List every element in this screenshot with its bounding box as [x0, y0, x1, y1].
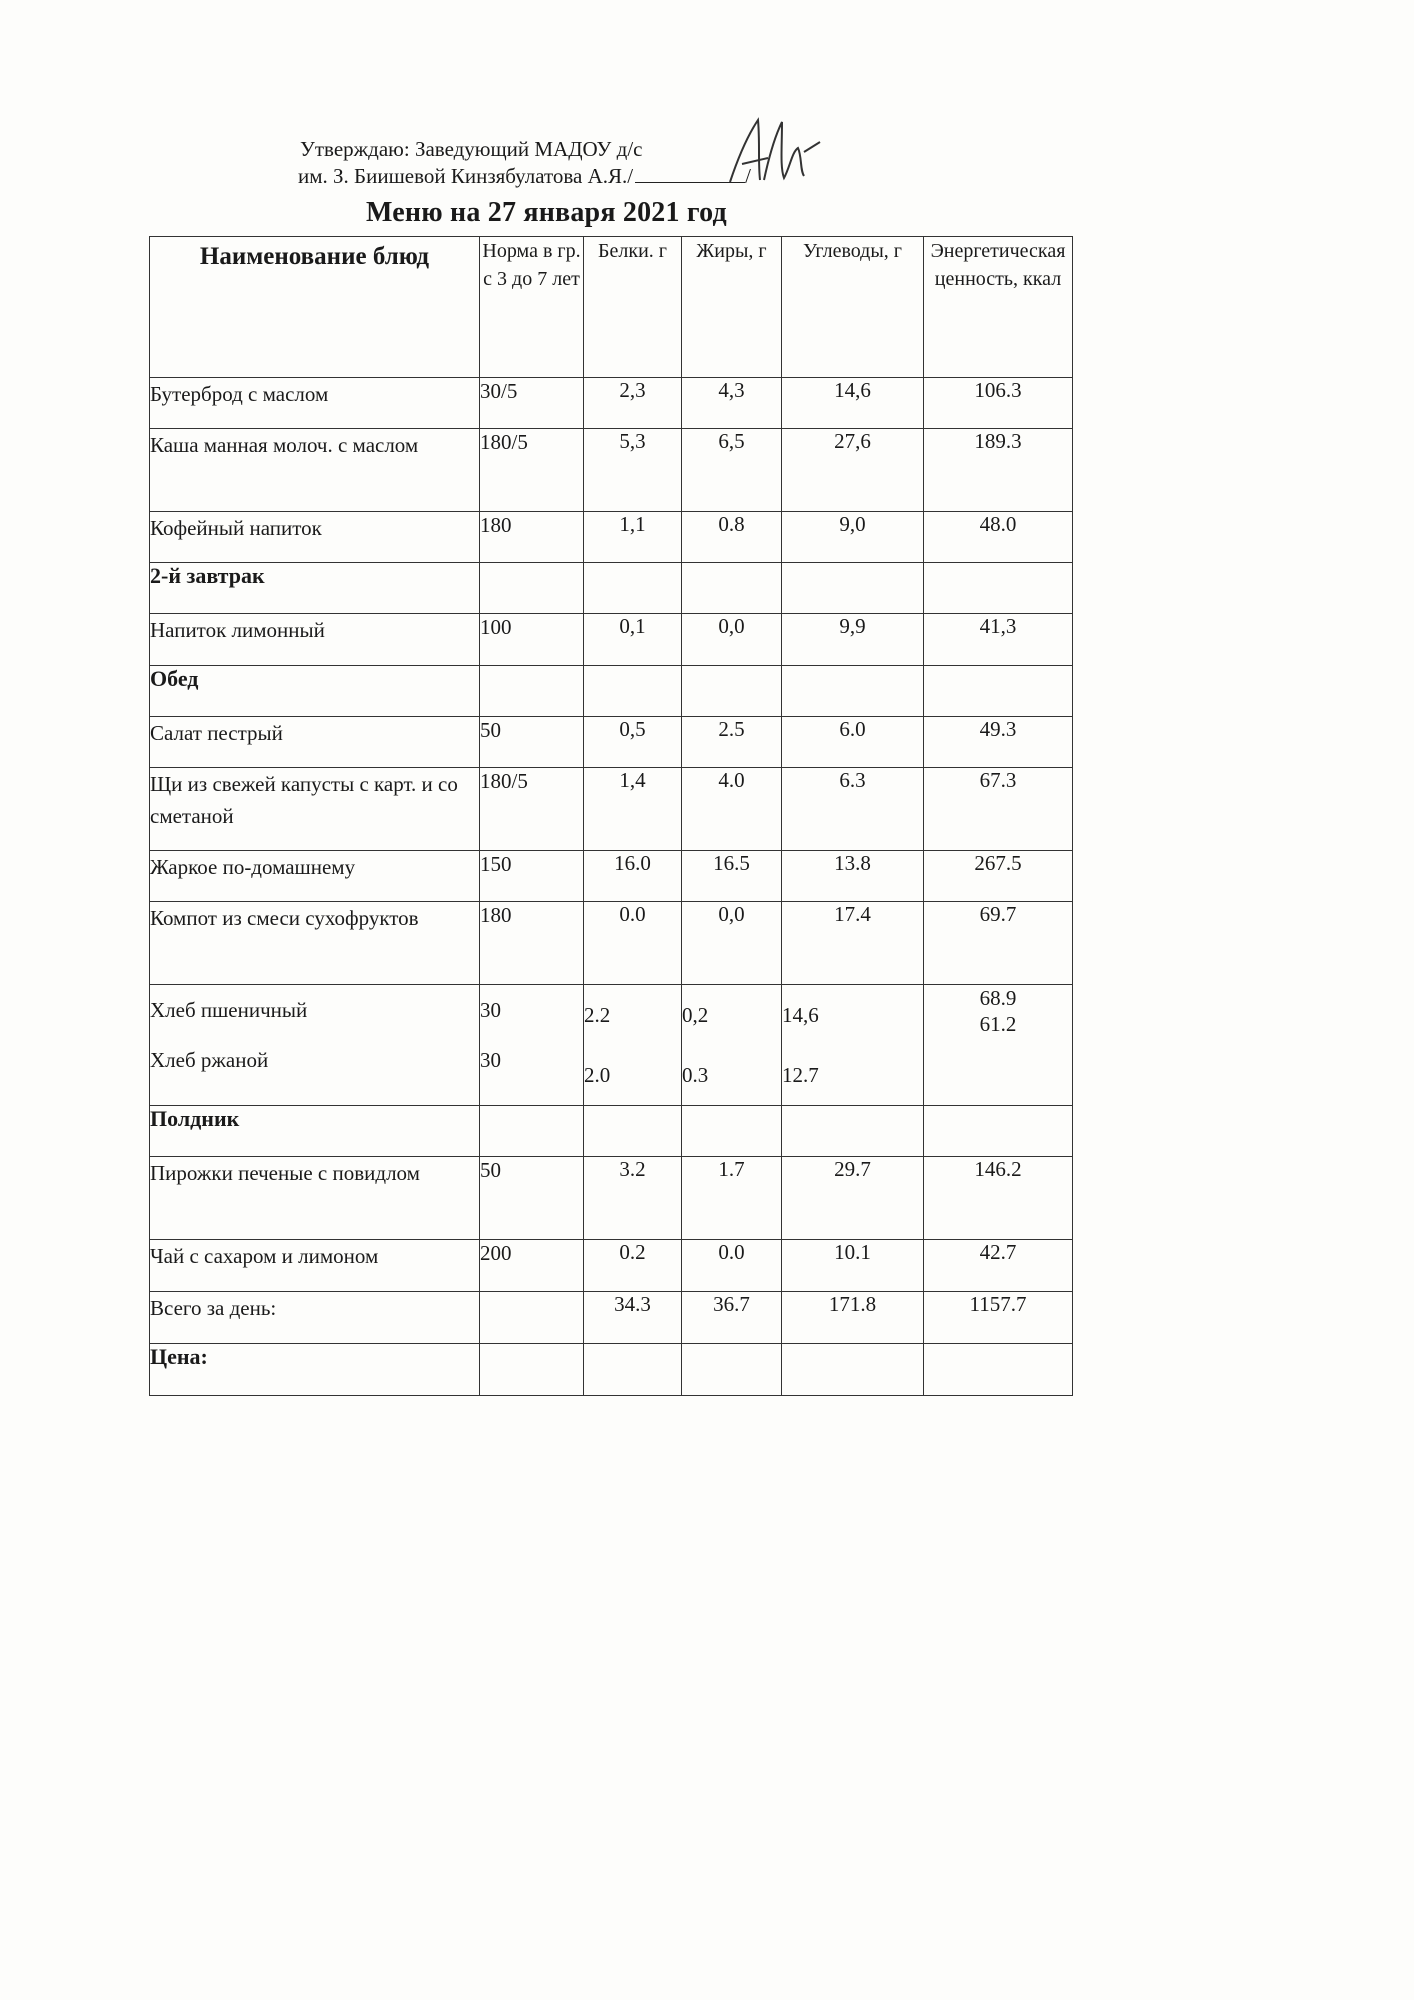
dish-protein: 0,5: [584, 717, 682, 768]
dish-protein: 16.0: [584, 851, 682, 902]
approval-line-2: [298, 163, 751, 190]
dish-fat: 0,0: [682, 614, 782, 666]
section-title: 2-й завтрак: [150, 563, 480, 614]
dish-carbs: 27,6: [782, 429, 924, 512]
dish-carbs-line: 12.7: [782, 1063, 819, 1087]
dish-carbs: 14,6: [782, 378, 924, 429]
dish-carbs: 17.4: [782, 902, 924, 985]
empty-cell: [584, 1106, 682, 1157]
dish-name: Каша манная молоч. с маслом: [150, 429, 480, 512]
total-fat: 36.7: [682, 1292, 782, 1344]
total-energy: 1157.7: [924, 1292, 1073, 1344]
section-row: [150, 1106, 1073, 1157]
table-row: [150, 768, 1073, 851]
dish-protein: [584, 985, 682, 1106]
empty-cell: [924, 1106, 1073, 1157]
dish-energy: 69.7: [924, 902, 1073, 985]
dish-protein: 1,4: [584, 768, 682, 851]
header-fat: Жиры, г: [682, 237, 782, 378]
dish-norm: 180/5: [480, 429, 584, 512]
dish-name: Пирожки печеные с повидлом: [150, 1157, 480, 1240]
dish-protein: 0.0: [584, 902, 682, 985]
dish-name: Чай с сахаром и лимоном: [150, 1240, 480, 1292]
table-row: [150, 717, 1073, 768]
dish-protein-line: 2.0: [584, 1063, 611, 1087]
section-row: [150, 666, 1073, 717]
dish-name: Напиток лимонный: [150, 614, 480, 666]
header-norm: Норма в гр. с 3 до 7 лет: [480, 237, 584, 378]
empty-cell: [584, 1344, 682, 1396]
empty-cell: [924, 666, 1073, 717]
dish-norm: 50: [480, 1157, 584, 1240]
empty-cell: [682, 1106, 782, 1157]
dish-name: Кофейный напиток: [150, 512, 480, 563]
dish-carbs: 13.8: [782, 851, 924, 902]
dish-norm-line: 30: [480, 998, 501, 1022]
empty-cell: [682, 666, 782, 717]
price-label: Цена:: [150, 1344, 480, 1396]
dish-carbs: 6.0: [782, 717, 924, 768]
menu-table-body: [150, 378, 1073, 1396]
dish-norm: 50: [480, 717, 584, 768]
dish-name: Салат пестрый: [150, 717, 480, 768]
dish-fat: 0.8: [682, 512, 782, 563]
table-row: [150, 985, 1073, 1106]
empty-cell: [480, 1344, 584, 1396]
empty-cell: [782, 1106, 924, 1157]
dish-fat: 4,3: [682, 378, 782, 429]
dish-name-line: Хлеб пшеничный: [150, 998, 308, 1022]
header-row: [150, 237, 1073, 378]
dish-carbs: 6.3: [782, 768, 924, 851]
dish-energy: 42.7: [924, 1240, 1073, 1292]
dish-energy: 67.3: [924, 768, 1073, 851]
dish-energy: 41,3: [924, 614, 1073, 666]
table-row: [150, 512, 1073, 563]
dish-energy: 106.3: [924, 378, 1073, 429]
dish-name-line: Хлеб ржаной: [150, 1048, 269, 1072]
table-row: [150, 902, 1073, 985]
header-protein: Белки. г: [584, 237, 682, 378]
dish-name: Бутерброд с маслом: [150, 378, 480, 429]
dish-norm: 180/5: [480, 768, 584, 851]
empty-cell: [782, 1344, 924, 1396]
handwritten-signature: [720, 112, 830, 192]
dish-norm: 180: [480, 512, 584, 563]
dish-fat: 4.0: [682, 768, 782, 851]
dish-energy: 146.2: [924, 1157, 1073, 1240]
dish-norm: 100: [480, 614, 584, 666]
approval-line-1: Утверждаю: Заведующий МАДОУ д/с: [300, 137, 643, 161]
dish-carbs: 9,9: [782, 614, 924, 666]
header-name: Наименование блюд: [150, 237, 480, 378]
total-label: Всего за день:: [150, 1292, 480, 1344]
empty-cell: [584, 666, 682, 717]
dish-energy: 189.3: [924, 429, 1073, 512]
dish-norm: 200: [480, 1240, 584, 1292]
dish-protein: 3.2: [584, 1157, 682, 1240]
dish-protein-line: 2.2: [584, 1003, 611, 1027]
empty-cell: [924, 563, 1073, 614]
dish-name: Компот из смеси сухофруктов: [150, 902, 480, 985]
empty-cell: [682, 1344, 782, 1396]
dish-protein: 5,3: [584, 429, 682, 512]
empty-cell: [480, 1106, 584, 1157]
dish-fat: 0,0: [682, 902, 782, 985]
empty-cell: [782, 666, 924, 717]
dish-fat: [682, 985, 782, 1106]
dish-fat: 0.0: [682, 1240, 782, 1292]
empty-cell: [924, 1344, 1073, 1396]
table-row: [150, 1240, 1073, 1292]
total-row: [150, 1292, 1073, 1344]
menu-table: [149, 236, 1073, 1396]
table-row: [150, 851, 1073, 902]
empty-cell: [480, 1292, 584, 1344]
dish-norm: 180: [480, 902, 584, 985]
section-row: [150, 563, 1073, 614]
dish-name: Щи из свежей капусты с карт. и со сметаной: [150, 768, 480, 851]
empty-cell: [480, 666, 584, 717]
table-row: [150, 614, 1073, 666]
dish-energy: [924, 985, 1073, 1106]
dish-carbs: 29.7: [782, 1157, 924, 1240]
section-title: Полдник: [150, 1106, 480, 1157]
header-carbs: Углеводы, г: [782, 237, 924, 378]
dish-norm-line: 30: [480, 1048, 501, 1072]
approval-line-2-text: им. З. Биишевой Кинзябулатова А.Я./: [298, 164, 634, 188]
dish-protein: 0,1: [584, 614, 682, 666]
total-protein: 34.3: [584, 1292, 682, 1344]
dish-name: [150, 985, 480, 1106]
total-carbs: 171.8: [782, 1292, 924, 1344]
dish-fat-line: 0.3: [682, 1063, 709, 1087]
dish-norm: 30/5: [480, 378, 584, 429]
empty-cell: [682, 563, 782, 614]
section-title: Обед: [150, 666, 480, 717]
empty-cell: [584, 563, 682, 614]
dish-protein: 2,3: [584, 378, 682, 429]
dish-carbs: [782, 985, 924, 1106]
dish-fat: 2.5: [682, 717, 782, 768]
table-row: [150, 1157, 1073, 1240]
dish-name: Жаркое по-домашнему: [150, 851, 480, 902]
dish-energy: 48.0: [924, 512, 1073, 563]
dish-norm: [480, 985, 584, 1106]
dish-carbs: 10.1: [782, 1240, 924, 1292]
page-title: Меню на 27 января 2021 год: [366, 197, 727, 228]
dish-fat: 1.7: [682, 1157, 782, 1240]
empty-cell: [480, 563, 584, 614]
table-row: [150, 378, 1073, 429]
approval-block: [300, 136, 751, 190]
header-energy: Энергетическая ценность, ккал: [924, 237, 1073, 378]
dish-energy: 49.3: [924, 717, 1073, 768]
dish-fat: 6,5: [682, 429, 782, 512]
empty-cell: [782, 563, 924, 614]
dish-protein: 0.2: [584, 1240, 682, 1292]
table-row: [150, 429, 1073, 512]
dish-carbs-line: 14,6: [782, 1003, 819, 1027]
approval-line-2-end: /: [745, 164, 751, 188]
dish-carbs: 9,0: [782, 512, 924, 563]
dish-fat-line: 0,2: [682, 1003, 709, 1027]
dish-energy-line: 61.2: [979, 1012, 1017, 1036]
dish-protein: 1,1: [584, 512, 682, 563]
dish-energy: 267.5: [924, 851, 1073, 902]
dish-energy-line: 68.9: [979, 986, 1017, 1010]
dish-norm: 150: [480, 851, 584, 902]
price-row: [150, 1344, 1073, 1396]
dish-fat: 16.5: [682, 851, 782, 902]
